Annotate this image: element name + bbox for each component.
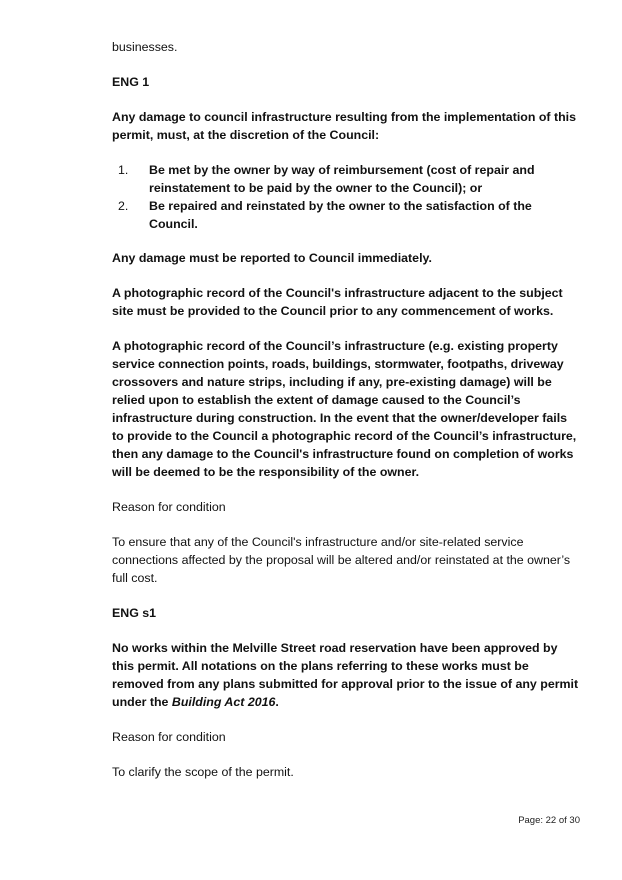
eng1-reason-text: To ensure that any of the Council's infrastructure and/or site-related service connections affected by the proposal will be altered and/or reinstated at the owner’s full cost. xyxy=(112,535,571,585)
engs1-body-italic: Building Act 2016 xyxy=(171,695,276,709)
eng1-heading: ENG 1 xyxy=(112,75,150,89)
engs1-body xyxy=(112,639,582,711)
eng1-intro: Any damage to council infrastructure resulting from the implementation of this permit, must, at the discretion of the Council: xyxy=(112,110,577,142)
list-item-text: Be met by the owner by way of reimbursement (cost of repair and reinstatement to be paid by the owner to the Council); or xyxy=(149,163,535,195)
list-item-text: Be repaired and reinstated by the owner to the satisfaction of the Council. xyxy=(149,199,532,231)
list-item-number: 2. xyxy=(118,199,129,213)
list-item xyxy=(112,197,582,233)
eng1-reason-label: Reason for condition xyxy=(112,500,226,514)
engs1-body-end: . xyxy=(275,695,279,709)
eng1-photo-record-1: A photographic record of the Council's infrastructure adjacent to the subject site must be provided to the Council prior to any commencement of works. xyxy=(112,286,563,318)
engs1-body-text: No works within the Melville Street road reservation have been approved by this permit. All notations on the plans referring to these works must be removed from any plans submitted for approval prior to the issue of any permit under the xyxy=(112,641,579,709)
list-item-number: 1. xyxy=(118,163,129,177)
page-number: Page: 22 of 30 xyxy=(518,815,580,826)
engs1-reason-text: To clarify the scope of the permit. xyxy=(112,765,294,779)
lead-fragment: businesses. xyxy=(112,40,178,54)
list-item xyxy=(112,161,582,197)
eng1-list xyxy=(112,161,582,233)
document-page xyxy=(112,38,582,781)
eng1-photo-record-2: A photographic record of the Council’s infrastructure (e.g. existing property service connection points, roads, buildings, stormwater, footpaths, driveway crossovers and nature strips, including if any, pre-existing damage) will be relied upon to establish the extent of damage caused to the Council’s infrastructure during construction. In the event that the owner/developer fails to provide to the Council a photographic record of the Council’s infrastructure, then any damage to the Council's infrastructure found on completion of works will be deemed to be the responsibility of the owner. xyxy=(112,339,577,479)
engs1-heading: ENG s1 xyxy=(112,606,157,620)
engs1-reason-label: Reason for condition xyxy=(112,730,226,744)
eng1-report: Any damage must be reported to Council immediately. xyxy=(112,251,432,265)
